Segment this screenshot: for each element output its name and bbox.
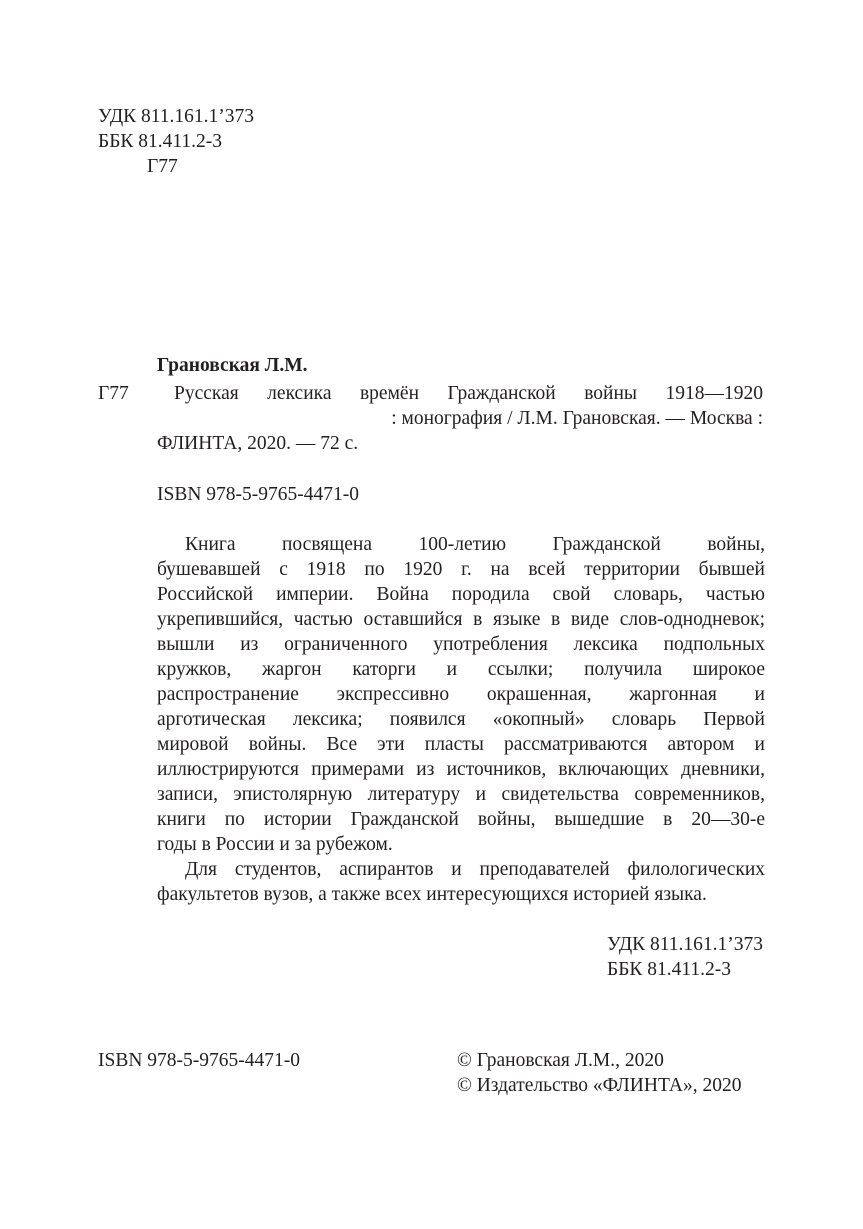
author-mark-left: Г77 bbox=[98, 383, 129, 404]
copyright-publisher: © Издательство «ФЛИНТА», 2020 bbox=[457, 1075, 742, 1096]
annotation-line: арготическая лексика; появился «окопный» словарь Первой bbox=[157, 709, 765, 730]
annotation-line: укрепившийся, частью оставшийся в языке в виде слов-однодневок; bbox=[157, 609, 765, 630]
annotation-line: бушевавшей с 1918 по 1920 г. на всей территории бывшей bbox=[157, 559, 765, 580]
copyright-author: © Грановская Л.М., 2020 bbox=[457, 1050, 664, 1071]
udk-code: УДК 811.161.1’373 bbox=[607, 934, 764, 955]
title-line: ФЛИНТА, 2020. — 72 с. bbox=[157, 433, 359, 454]
annotation-line: книги по истории Гражданской войны, вышедшие в 20—30-е bbox=[157, 809, 765, 830]
udk-code: УДК 811.161.1’373 bbox=[98, 106, 255, 127]
annotation-line: Книга посвящена 100-летию Гражданской войны, bbox=[185, 534, 765, 555]
annotation-line: мировой войны. Все эти пласты рассматриваются автором и bbox=[157, 734, 765, 755]
bbk-code: ББК 81.411.2-3 bbox=[607, 959, 732, 980]
annotation-line: годы в России и за рубежом. bbox=[157, 834, 393, 855]
annotation-line: Российской империи. Война породила свой словарь, частью bbox=[157, 584, 765, 605]
footer-isbn: ISBN 978-5-9765-4471-0 bbox=[98, 1050, 301, 1071]
bibliographic-description bbox=[157, 381, 763, 456]
annotation-line: кружков, жаргон каторги и ссылки; получила широкое bbox=[157, 659, 765, 680]
annotation-line: распространение экспрессивно окрашенная, жаргонная и bbox=[157, 684, 765, 705]
annotation-line: вышли из ограниченного употребления лексика подпольных bbox=[157, 634, 765, 655]
copyright-block bbox=[457, 1048, 741, 1098]
annotation-line: иллюстрируются примерами из источников, включающих дневники, bbox=[157, 759, 765, 780]
annotation bbox=[157, 532, 765, 907]
isbn: ISBN 978-5-9765-4471-0 bbox=[157, 484, 360, 505]
annotation-line: Для студентов, аспирантов и преподавателей филологических bbox=[185, 859, 765, 880]
author-mark: Г77 bbox=[147, 156, 178, 177]
author-name: Грановская Л.М. bbox=[157, 355, 308, 376]
bottom-classification-codes bbox=[607, 932, 763, 982]
top-classification-codes bbox=[98, 104, 254, 179]
title-line: : монография / Л.М. Грановская. — Москва : bbox=[391, 408, 763, 429]
annotation-line: записи, эпистолярную литературу и свидетельства современников, bbox=[157, 784, 765, 805]
title-line: Русская лексика времён Гражданской войны 1918—1920 bbox=[174, 383, 763, 404]
bbk-code: ББК 81.411.2-3 bbox=[98, 131, 223, 152]
annotation-line: факультетов вузов, а также всех интересующихся историей языка. bbox=[157, 884, 707, 905]
